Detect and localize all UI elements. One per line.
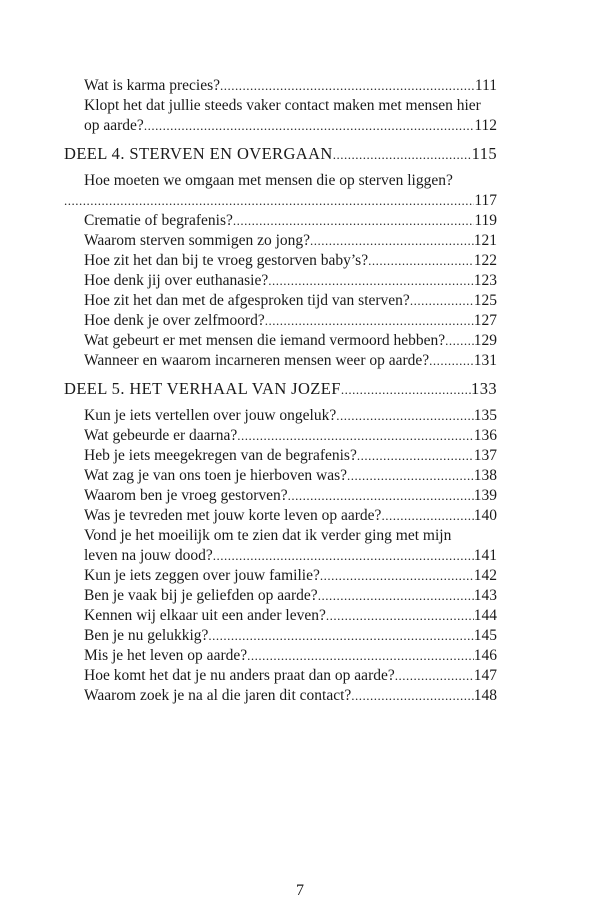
toc-page-number: 144 — [473, 607, 497, 624]
toc-entry-title: Hoe komt het dat je nu anders praat dan op aarde? — [84, 667, 395, 684]
toc-entry-title: Hoe zit het dan bij te vroeg gestorven baby’s? — [84, 252, 369, 269]
toc-page-number: 147 — [473, 667, 497, 684]
toc-entry — [84, 466, 497, 486]
dot-leader — [237, 426, 474, 446]
toc-entry-line — [84, 251, 497, 271]
toc-entry — [84, 171, 497, 211]
toc-entry-line — [84, 426, 497, 446]
dot-leader — [208, 626, 473, 646]
dot-leader — [341, 380, 471, 400]
dot-leader — [347, 466, 474, 486]
toc-entry — [84, 666, 497, 686]
toc-entry-title: Waarom zoek je na al die jaren dit contact? — [84, 687, 352, 704]
toc-entry-title: Wanneer en waarom incarneren mensen weer op aarde? — [84, 352, 430, 369]
toc-page-number: 111 — [474, 77, 497, 94]
dot-leader — [410, 291, 474, 311]
dot-leader — [318, 586, 474, 606]
dot-leader — [265, 311, 474, 331]
toc-entry-line — [84, 626, 497, 646]
toc-entry — [84, 506, 497, 526]
toc-entry-line — [84, 466, 497, 486]
toc-entry-title: op aarde? — [84, 117, 144, 134]
toc-entry — [84, 231, 497, 251]
toc-page-number: 131 — [473, 352, 497, 369]
toc-entry-title: Kennen wij elkaar uit een ander leven? — [84, 607, 326, 624]
toc-page-number: 137 — [473, 447, 497, 464]
toc-page-number: 129 — [473, 332, 497, 349]
toc-page-number: 122 — [473, 252, 497, 269]
toc-page-number: 142 — [473, 567, 497, 584]
toc-entry-title-line: Hoe moeten we omgaan met mensen die op sterven liggen? — [84, 172, 453, 189]
toc-page-number: 121 — [473, 232, 497, 249]
dot-leader — [247, 646, 474, 666]
toc-entry-line — [64, 378, 497, 400]
toc-entry-line — [84, 486, 497, 506]
toc-entry — [84, 291, 497, 311]
toc-entry-title: Waarom ben je vroeg gestorven? — [84, 487, 288, 504]
dot-leader — [268, 271, 474, 291]
toc-page-number: 141 — [473, 547, 497, 564]
toc-page-number: 117 — [474, 192, 497, 209]
toc-entry-title-line: Klopt het dat jullie steeds vaker contact maken met mensen hier — [84, 97, 481, 114]
toc-page-number: 133 — [471, 379, 497, 398]
dot-leader — [288, 486, 474, 506]
toc-entry — [84, 211, 497, 231]
toc-entry — [84, 586, 497, 606]
toc-entry-line — [84, 271, 497, 291]
toc-entry-title: Heb je iets meegekregen van de begrafenis? — [84, 447, 357, 464]
toc-entry-title: Wat is karma precies? — [84, 77, 221, 94]
toc-entry — [84, 406, 497, 426]
toc-entry — [84, 606, 497, 626]
toc-entry-title: Kun je iets zeggen over jouw familie? — [84, 567, 320, 584]
toc-entry-line — [84, 211, 497, 231]
toc-entry-title: Wat gebeurde er daarna? — [84, 427, 238, 444]
dot-leader — [326, 606, 474, 626]
dot-leader — [351, 686, 473, 706]
toc-entry — [84, 626, 497, 646]
toc-entry — [84, 251, 497, 271]
toc-page-number: 138 — [473, 467, 497, 484]
toc-entry — [84, 566, 497, 586]
dot-leader — [310, 231, 474, 251]
toc-entry-line — [84, 331, 497, 351]
dot-leader — [233, 211, 474, 231]
toc-entry-line — [84, 506, 497, 526]
toc-entry-title: Crematie of begrafenis? — [84, 212, 233, 229]
dot-leader — [336, 406, 474, 426]
toc-page-number: 125 — [473, 292, 497, 309]
toc-entry-title: Hoe denk je over zelfmoord? — [84, 312, 265, 329]
toc-entry — [84, 526, 497, 566]
toc-entry-title-line: Vond je het moeilijk om te zien dat ik verder ging met mijn — [84, 527, 452, 544]
toc-entry-line — [84, 446, 497, 466]
toc-entry-line — [84, 546, 497, 566]
toc-entry — [84, 331, 497, 351]
dot-leader — [381, 506, 473, 526]
table-of-contents — [64, 76, 497, 706]
toc-entry-title: leven na jouw dood? — [84, 547, 213, 564]
toc-entry — [84, 96, 497, 136]
toc-entry-title: Ben je vaak bij je geliefden op aarde? — [84, 587, 318, 604]
dot-leader — [144, 116, 475, 136]
dot-leader — [213, 546, 474, 566]
toc-entry — [84, 686, 497, 706]
toc-entry-title: Ben je nu gelukkig? — [84, 627, 209, 644]
toc-entry-line — [64, 191, 497, 211]
toc-entry — [84, 76, 497, 96]
toc-entry — [84, 426, 497, 446]
toc-entry-line — [84, 686, 497, 706]
toc-page-number: 145 — [473, 627, 497, 644]
toc-page-number: 146 — [473, 647, 497, 664]
dot-leader — [64, 191, 474, 211]
toc-page-number: 140 — [473, 507, 497, 524]
toc-entry-title: Waarom sterven sommigen zo jong? — [84, 232, 311, 249]
dot-leader — [220, 76, 475, 96]
toc-entry — [84, 486, 497, 506]
toc-part-heading — [64, 378, 497, 400]
toc-entry — [84, 351, 497, 371]
toc-entry-title: DEEL 4. STERVEN EN OVERGAAN — [64, 144, 333, 163]
toc-entry-line — [84, 566, 497, 586]
toc-entry-line — [84, 666, 497, 686]
toc-page-number: 112 — [474, 117, 497, 134]
toc-entry-line — [84, 76, 497, 96]
toc-page-number: 143 — [473, 587, 497, 604]
toc-entry-line — [84, 586, 497, 606]
dot-leader — [320, 566, 474, 586]
toc-entry — [84, 646, 497, 666]
toc-entry-line — [84, 231, 497, 251]
toc-entry-title: Kun je iets vertellen over jouw ongeluk? — [84, 407, 337, 424]
dot-leader — [333, 145, 472, 165]
toc-entry-line — [84, 311, 497, 331]
toc-entry-line — [84, 291, 497, 311]
dot-leader — [445, 331, 474, 351]
toc-page-number: 123 — [473, 272, 497, 289]
toc-page-number: 148 — [473, 687, 497, 704]
toc-entry-line — [84, 406, 497, 426]
toc-entry — [84, 446, 497, 466]
toc-page-number: 115 — [471, 144, 497, 163]
toc-entry-title: Wat gebeurt er met mensen die iemand vermoord hebben? — [84, 332, 446, 349]
toc-page-number: 136 — [473, 427, 497, 444]
toc-entry-title: Hoe denk jij over euthanasie? — [84, 272, 269, 289]
toc-entry — [84, 271, 497, 291]
toc-entry-line — [84, 606, 497, 626]
dot-leader — [429, 351, 474, 371]
toc-entry-title: Was je tevreden met jouw korte leven op aarde? — [84, 507, 382, 524]
toc-entry-line — [84, 646, 497, 666]
toc-page-number: 139 — [473, 487, 497, 504]
toc-page-number: 127 — [473, 312, 497, 329]
dot-leader — [368, 251, 474, 271]
dot-leader — [357, 446, 474, 466]
toc-entry — [84, 311, 497, 331]
toc-entry-title: Wat zag je van ons toen je hierboven was? — [84, 467, 348, 484]
toc-entry-title: DEEL 5. HET VERHAAL VAN JOZEF — [64, 379, 341, 398]
toc-page-number: 135 — [473, 407, 497, 424]
page-number: 7 — [296, 882, 304, 899]
toc-entry-line — [84, 116, 497, 136]
toc-entry-line — [84, 351, 497, 371]
toc-entry-line — [64, 143, 497, 165]
toc-entry-title: Mis je het leven op aarde? — [84, 647, 248, 664]
toc-page-number: 119 — [474, 212, 497, 229]
toc-entry-title: Hoe zit het dan met de afgesproken tijd van sterven? — [84, 292, 410, 309]
dot-leader — [395, 666, 474, 686]
toc-part-heading — [64, 143, 497, 165]
